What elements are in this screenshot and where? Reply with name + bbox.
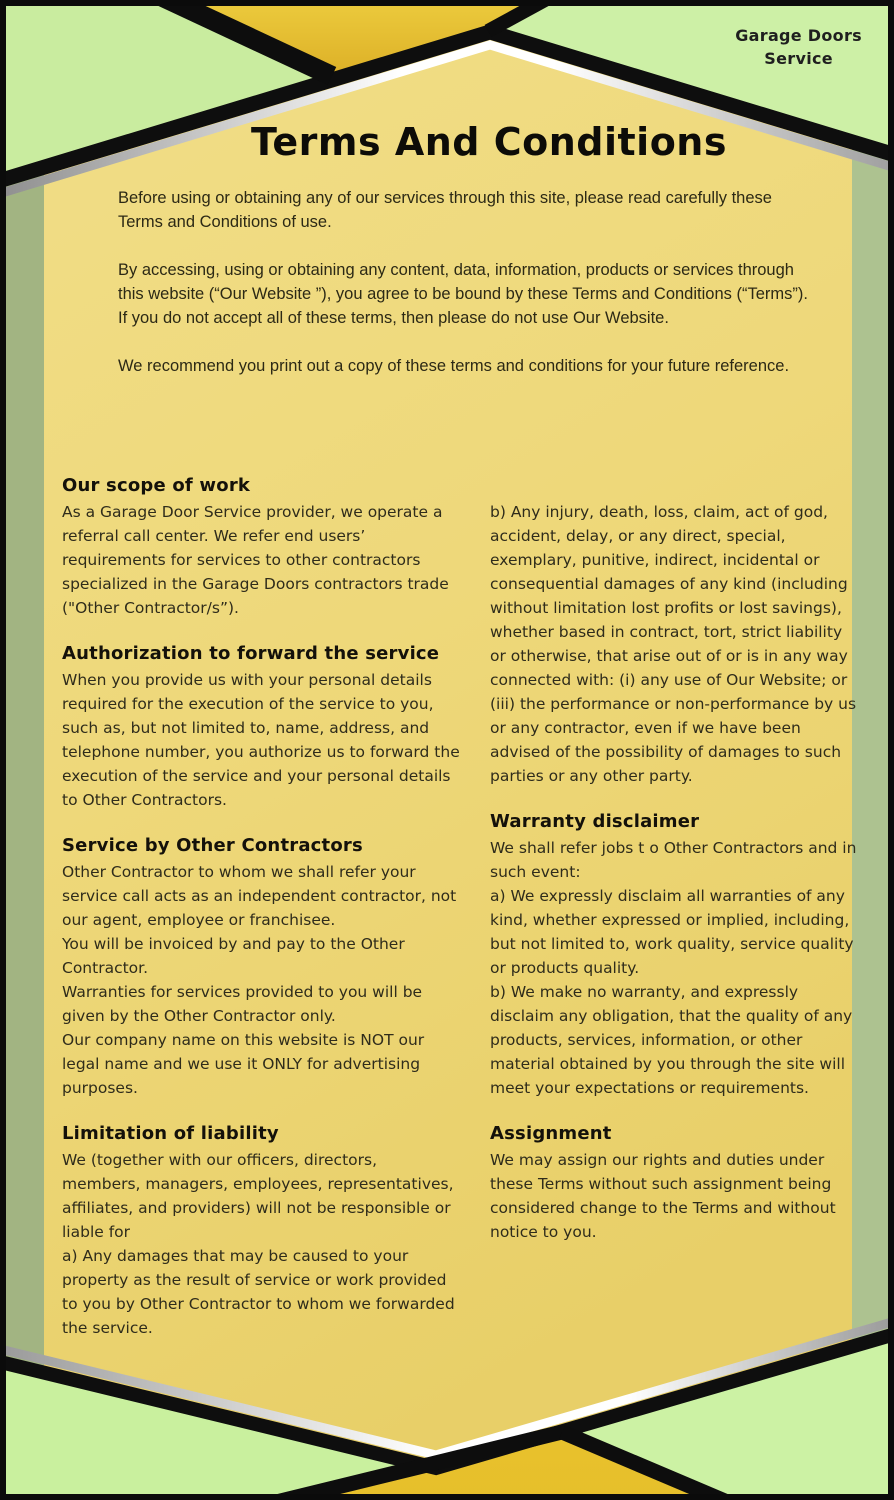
paragraph: a) We expressly disclaim all warranties of any kind, whether expressed or implied, including, but not limited to, work quality, service quality or products quality. xyxy=(490,887,854,977)
brand-name xyxy=(735,24,862,70)
section-limitation-of-liability xyxy=(62,1122,460,1340)
section-heading: Authorization to forward the service xyxy=(62,643,440,664)
section-heading: Limitation of liability xyxy=(62,1123,279,1144)
paragraph: Warranties for services provided to you will be given by the Other Contractor only. xyxy=(62,983,423,1025)
paragraph: a) Any damages that may be caused to your property as the result of service or work provided to you by Other Contractor to whom we forwarded the service. xyxy=(62,1247,455,1337)
paragraph: Our company name on this website is NOT our legal name and we use it ONLY for advertising purposes. xyxy=(62,1031,425,1097)
paragraph: When you provide us with your personal details required for the execution of the service to you, such as, but not limited to, name, address, and telephone number, you authorize us to forward the execution of the service and your personal details to Other Contractors. xyxy=(62,671,460,809)
left-column xyxy=(62,474,460,1340)
paragraph: Other Contractor to whom we shall refer your service call acts as an independent contractor, not our agent, employee or franchisee. xyxy=(62,863,457,929)
paragraph: We may assign our rights and duties under these Terms without such assignment being considered change to the Terms and without notice to you. xyxy=(490,1151,836,1241)
brand-line-1: Garage Doors xyxy=(735,26,862,45)
page-title: Terms And Conditions xyxy=(251,120,727,164)
section-warranty-disclaimer xyxy=(490,810,860,1100)
section-assignment xyxy=(490,1122,860,1244)
section-service-by-other-contractors xyxy=(62,834,460,1100)
intro-paragraph: Before using or obtaining any of our services through this site, please read carefully these Terms and Conditions of use. xyxy=(118,189,772,231)
section-heading: Assignment xyxy=(490,1123,612,1144)
section-heading: Warranty disclaimer xyxy=(490,811,700,832)
terms-columns xyxy=(62,474,860,1340)
section-scope-of-work xyxy=(62,474,460,620)
section-liability-continued xyxy=(490,474,860,788)
paragraph: As a Garage Door Service provider, we operate a referral call center. We refer end users’ requirements for services to other contractors specialized in the Garage Doors contractors trade ("Other Contractor/s”). xyxy=(62,503,449,617)
intro-block xyxy=(118,186,818,402)
paragraph: b) We make no warranty, and expressly disclaim any obligation, that the quality of any products, services, information, or other material obtained by you through the site will meet your expectations or requirements. xyxy=(490,983,853,1097)
section-heading: Service by Other Contractors xyxy=(62,835,363,856)
intro-paragraph: We recommend you print out a copy of these terms and conditions for your future reference. xyxy=(118,357,790,375)
intro-paragraph: By accessing, using or obtaining any content, data, information, products or services through this website (“Our Website ”), you agree to be bound by these Terms and Conditions (“Terms”). If you do not accept all of these terms, then please do not use Our Website. xyxy=(118,261,808,327)
paragraph: b) Any injury, death, loss, claim, act of god, accident, delay, or any direct, special, exemplary, punitive, indirect, incidental or consequential damages of any kind (including without limitation lost profits or lost savings), whether based in contract, tort, strict liability or otherwise, that arise out of or is in any way connected with: (i) any use of Our Website; or (iii) the performance or non-performance by us or any contractor, even if we have been advised of the possibility of damages to such parties or any other party. xyxy=(490,503,857,785)
paragraph: We shall refer jobs t o Other Contractors and in such event: xyxy=(490,839,857,881)
paragraph: You will be invoiced by and pay to the Other Contractor. xyxy=(62,935,405,977)
section-heading: Our scope of work xyxy=(62,475,251,496)
right-column xyxy=(490,474,860,1340)
paragraph: We (together with our officers, directors, members, managers, employees, representatives, affiliates, and providers) will not be responsible or liable for xyxy=(62,1151,454,1241)
section-authorization xyxy=(62,642,460,812)
left-sage-strip xyxy=(0,0,44,1500)
brand-line-2: Service xyxy=(764,49,833,68)
